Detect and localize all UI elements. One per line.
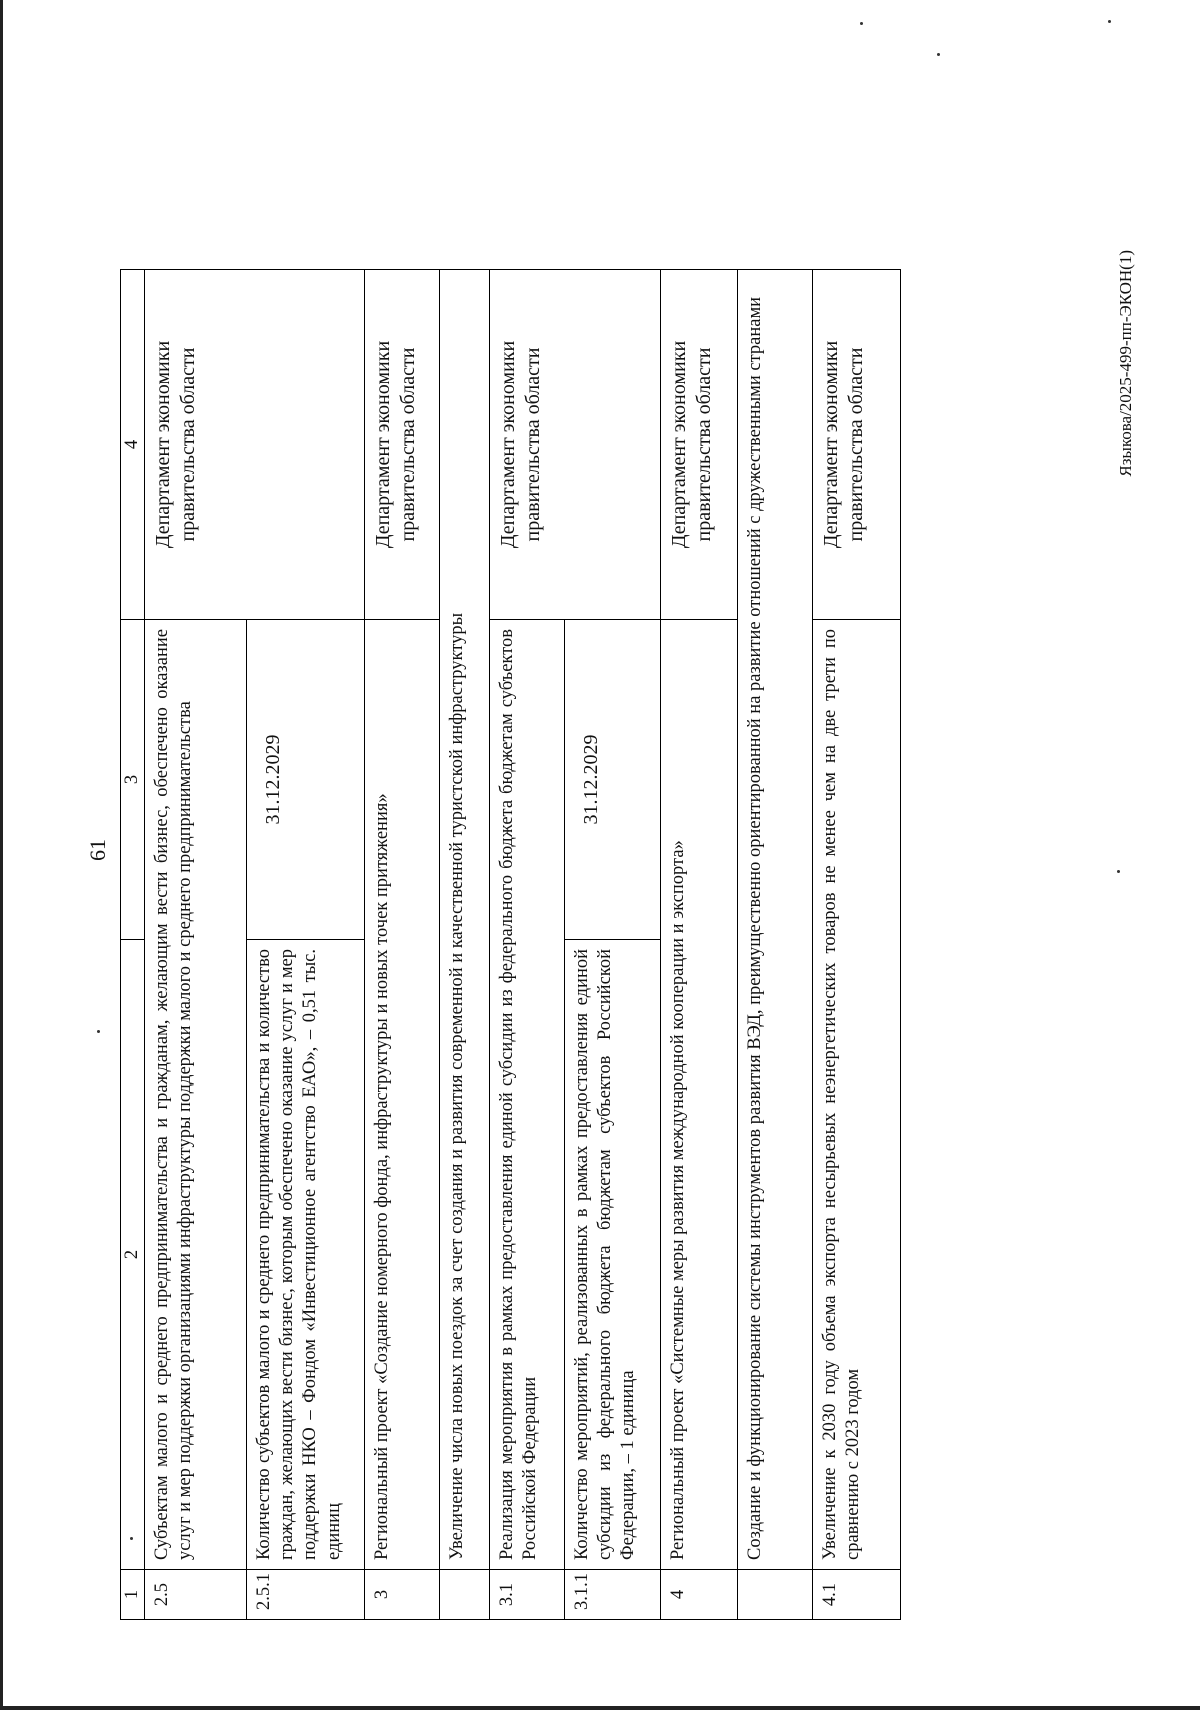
table-row [490, 270, 565, 1620]
column-header: 1 [121, 1570, 145, 1620]
responsible-department: Департамент экономики правительства области [813, 270, 901, 620]
row-description: Региональный проект «Создание номерного фонда, инфраструктуры и новых точек притяжения» [365, 620, 440, 1570]
scan-border-bottom [0, 1706, 1200, 1710]
row-number: 2.5 [145, 1570, 247, 1620]
row-number: 4 [661, 1570, 738, 1620]
table-row [813, 270, 901, 1620]
column-header: 4 [121, 270, 145, 620]
row-number: 3.1 [490, 1570, 565, 1620]
column-header: 3 [121, 620, 145, 940]
section-title: Увеличение числа новых поездок за счет создания и развития современной и качественной туристской инфраструктуры [440, 270, 490, 1570]
row-description: Реализация мероприятия в рамках предоставления единой субсидии из федерального бюджета бюджетам субъектов Российской Федерации [490, 620, 565, 1570]
responsible-department: Департамент экономики правительства области [365, 270, 440, 620]
row-deadline: 31.12.2029 [565, 620, 661, 940]
column-header: 2 [121, 940, 145, 1570]
section-row [440, 270, 490, 1620]
row-description: Региональный проект «Системные меры развития международной кооперации и экспорта» [661, 620, 738, 1570]
table-row [661, 270, 738, 1620]
row-number: 4.1 [813, 1570, 901, 1620]
responsible-department: Департамент экономики правительства области [145, 270, 365, 620]
table-row [365, 270, 440, 1620]
row-deadline: 31.12.2029 [247, 620, 365, 940]
row-description: Количество мероприятий, реализованных в рамках предоставления единой субсидии из федерального бюджета бюджетам субъектов Российской Федерации, – 1 единица [565, 940, 661, 1570]
measures-table [120, 269, 901, 1620]
scan-speck [860, 22, 863, 25]
responsible-department: Департамент экономики правительства области [661, 270, 738, 620]
scan-speck [937, 53, 940, 56]
row-number-empty [440, 1570, 490, 1620]
rotated-page [85, 60, 1135, 1650]
scan-speck [1117, 870, 1120, 873]
table-header-row [121, 270, 145, 1620]
scan-speck [1108, 20, 1111, 23]
row-description: Субъектам малого и среднего предпринимательства и гражданам, желающим вести бизнес, обеспечено оказание услуг и мер поддержки организациями инфраструктуры поддержки малого и среднего предпринимательства [145, 620, 247, 1570]
row-description: Количество субъектов малого и среднего предпринимательства и количество граждан, желающих вести бизнес, которым обеспечено оказание услуг и мер поддержки НКО – Фондом «Инвестиционное агентство ЕАО», – 0,51 тыс. единиц [247, 940, 365, 1570]
table-row [145, 270, 247, 1620]
responsible-department: Департамент экономики правительства области [490, 270, 661, 620]
section-title: Создание и функционирование системы инструментов развития ВЭД, преимущественно ориентированной на развитие отношений с дружественными странами [738, 270, 813, 1570]
section-row [738, 270, 813, 1620]
page-number: 61 [85, 839, 110, 861]
row-description: Увеличение к 2030 году объема экспорта несырьевых неэнергетических товаров не менее чем на две трети по сравнению с 2023 годом [813, 620, 901, 1570]
row-number: 2.5.1 [247, 1570, 365, 1620]
document-code: Языкова/2025-499-пп-ЭКОН(1) [1116, 250, 1135, 477]
row-number: 3.1.1 [565, 1570, 661, 1620]
row-number: 3 [365, 1570, 440, 1620]
scan-border-left [0, 0, 3, 1710]
row-number-empty [738, 1570, 813, 1620]
